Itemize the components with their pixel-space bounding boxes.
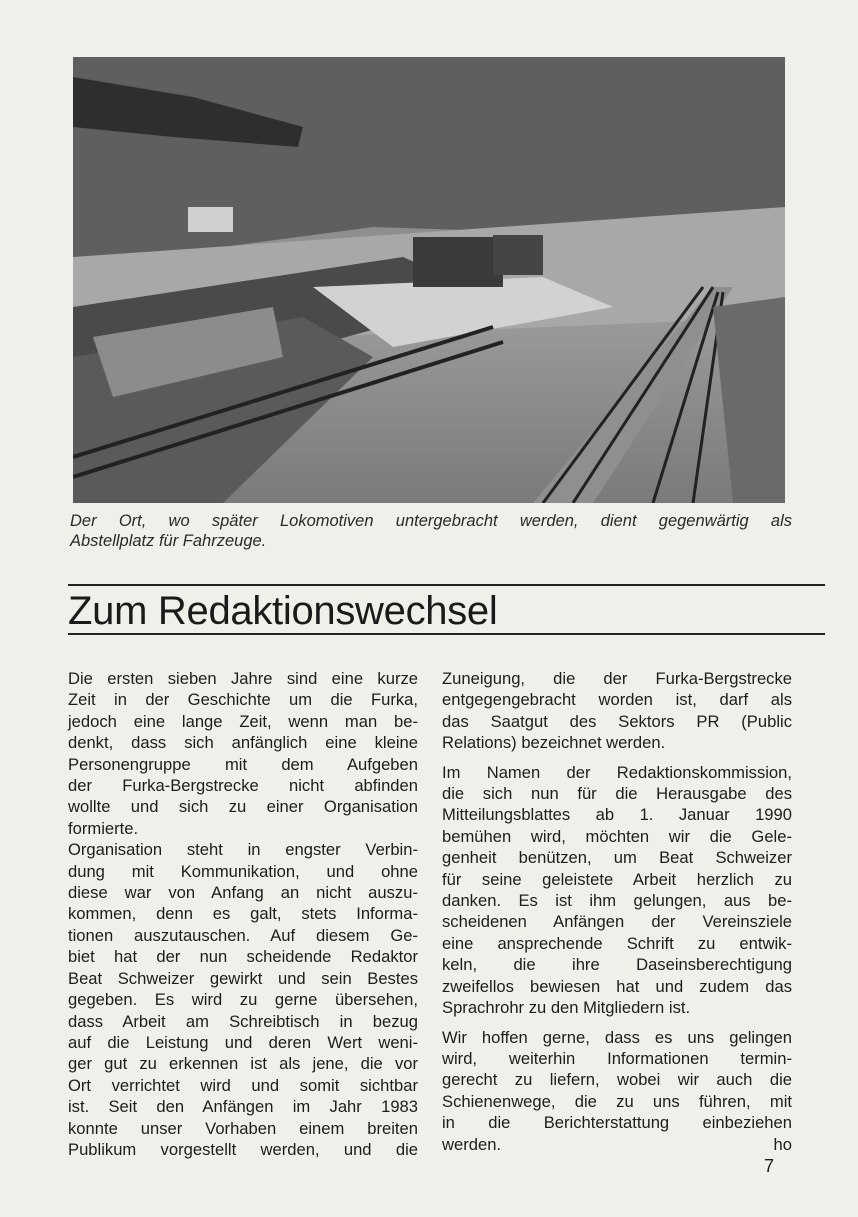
text-line: bemühen wird, möchten wir die Gele- xyxy=(442,826,792,846)
text-line: denkt, dass sich anfänglich eine kleine xyxy=(68,733,418,753)
text-line: tionen auszutauschen. Auf diesem Ge- xyxy=(68,925,418,945)
text-line: ist. Seit den Anfängen im Jahr 1983 xyxy=(68,1097,418,1117)
paragraph xyxy=(442,668,792,754)
caption-line: Abstellplatz für Fahrzeuge. xyxy=(70,532,267,550)
text-line: Wir hoffen gerne, dass es uns gelingen xyxy=(442,1027,792,1047)
text-line: danken. Es ist ihm gelungen, aus be- xyxy=(442,891,792,911)
text-line: Personengruppe mit dem Aufgeben xyxy=(68,754,418,774)
text-line: Im Namen der Redaktionskommission, xyxy=(442,762,792,782)
text-line: biet hat der nun scheidende Redaktor xyxy=(68,947,418,967)
text-line: genheit benützen, um Beat Schweizer xyxy=(442,848,792,868)
article-right-column xyxy=(442,668,792,1163)
heading-rule-top xyxy=(68,584,825,586)
text-line: Sprachrohr zu den Mitgliedern ist. xyxy=(442,998,691,1018)
caption-line: Der Ort, wo später Lokomotiven untergebracht werden, dient gegenwärtig als xyxy=(70,512,792,530)
text-line: dung mit Kommunikation, und ohne xyxy=(68,861,418,881)
text-line: gerecht zu liefern, wobei wir auch die xyxy=(442,1070,792,1090)
text-line: formierte. xyxy=(68,818,139,838)
text-line: eine ansprechende Schrift zu entwik- xyxy=(442,933,792,953)
page-number: 7 xyxy=(764,1156,775,1176)
text-line: wird, weiterhin Informationen termin- xyxy=(442,1048,792,1068)
text-line: ger gut zu erkennen ist als jene, die vor xyxy=(68,1054,418,1074)
text-line: jedoch eine lange Zeit, wenn man be- xyxy=(68,711,418,731)
text-line: werden. xyxy=(442,1134,502,1154)
author-initials: ho xyxy=(773,1134,792,1154)
text-line: entgegengebracht worden ist, darf als xyxy=(442,690,792,710)
text-line: die sich nun für die Herausgabe des xyxy=(442,784,792,804)
text-line: keln, die ihre Daseinsberechtigung xyxy=(442,955,792,975)
article-title: Zum Redaktionswechsel xyxy=(68,589,498,633)
text-line: kommen, denn es galt, stets Informa- xyxy=(68,904,418,924)
text-line: Zeit in der Geschichte um die Furka, xyxy=(68,690,418,710)
text-line: zweifellos bewiesen hat und zudem das xyxy=(442,976,792,996)
article-left-column xyxy=(68,668,418,1160)
text-line: auf die Leistung und deren Wert weni- xyxy=(68,1032,418,1052)
paragraph xyxy=(68,839,418,1160)
photo-caption xyxy=(70,511,792,551)
text-line: scheidenen Anfängen der Vereinsziele xyxy=(442,912,792,932)
text-line: Relations) bezeichnet werden. xyxy=(442,733,666,753)
text-line: gegeben. Es wird zu gerne übersehen, xyxy=(68,990,418,1010)
text-line: dass Arbeit am Schreibtisch in bezug xyxy=(68,1011,418,1031)
text-line: wollte und sich zu einer Organisation xyxy=(68,797,418,817)
photo-railway-construction-site xyxy=(73,57,785,503)
paragraph xyxy=(68,668,418,839)
text-line: Organisation steht in engster Verbin- xyxy=(68,840,418,860)
photo-illustration xyxy=(73,57,785,503)
text-line: das Saatgut des Sektors PR (Public xyxy=(442,711,792,731)
text-line: diese war von Anfang an nicht auszu- xyxy=(68,883,418,903)
text-line: der Furka-Bergstrecke nicht abfinden xyxy=(68,776,418,796)
text-line: Publikum vorgestellt werden, und die xyxy=(68,1139,418,1159)
text-line: für seine geleistete Arbeit herzlich zu xyxy=(442,869,792,889)
text-line: Zuneigung, die der Furka-Bergstrecke xyxy=(442,669,792,688)
text-line: Die ersten sieben Jahre sind eine kurze xyxy=(68,669,418,688)
text-line: Beat Schweizer gewirkt und sein Bestes xyxy=(68,968,418,988)
text-line: Mitteilungsblattes ab 1. Januar 1990 xyxy=(442,805,792,825)
text-line: konnte unser Vorhaben einem breiten xyxy=(68,1118,418,1138)
heading-rule-bottom xyxy=(68,633,825,635)
paragraph xyxy=(442,762,792,1019)
text-line: in die Berichterstattung einbeziehen xyxy=(442,1113,792,1133)
paragraph xyxy=(442,1027,792,1155)
text-line: Ort verrichtet wird und somit sichtbar xyxy=(68,1075,418,1095)
text-line: Schienenwege, die zu uns führen, mit xyxy=(442,1091,792,1111)
